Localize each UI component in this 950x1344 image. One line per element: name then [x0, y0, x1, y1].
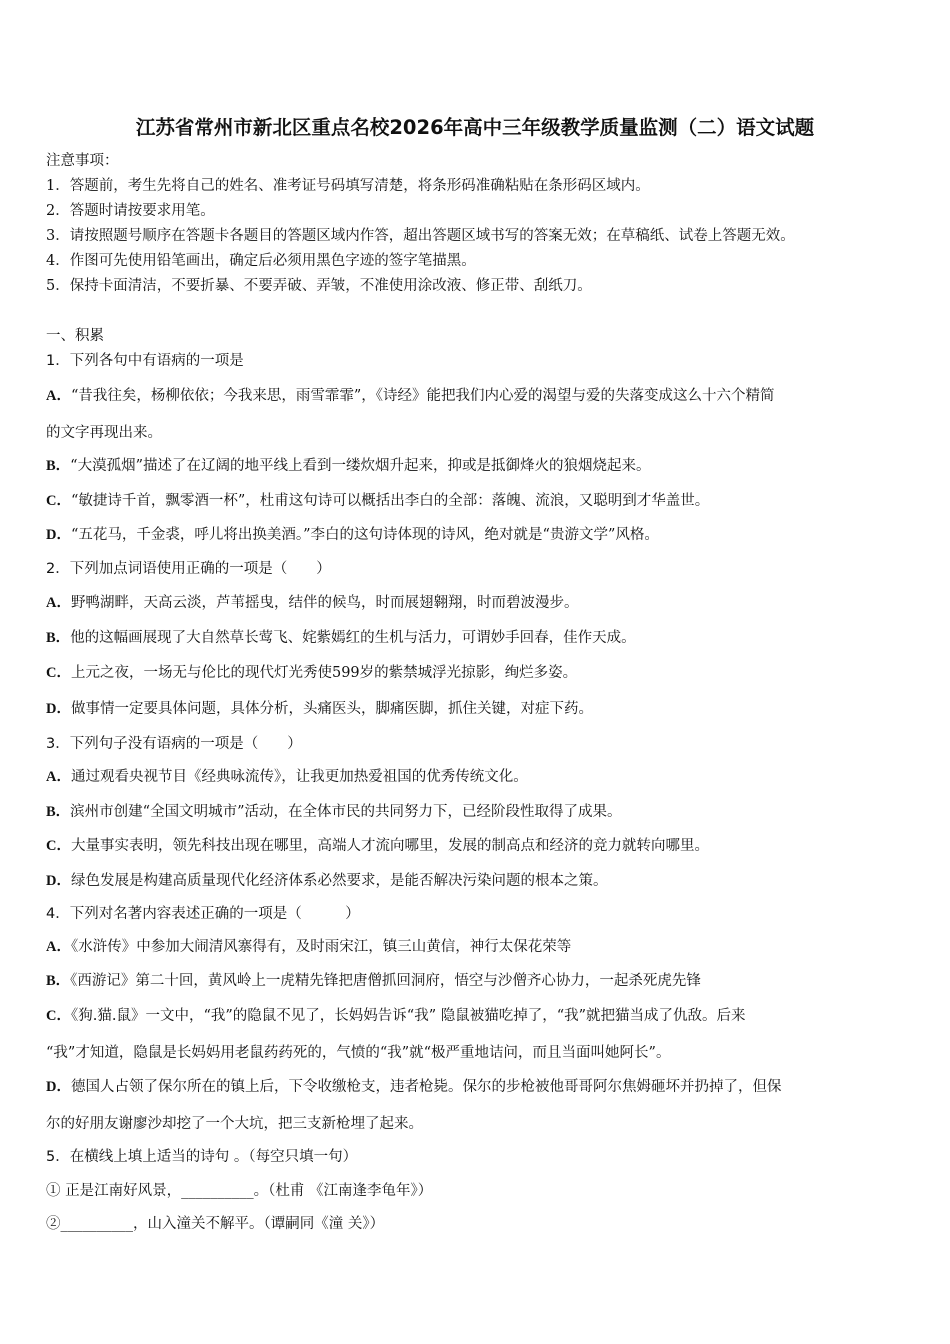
option-text: “敏捷诗千首，飘零酒一杯”，杜甫这句诗可以概括出李白的全部：落魄、流浪，又聪明到才华盖世。 [70, 493, 710, 509]
notes-item: 3．请按照题号顺序在答题卡各题目的答题区域内作答，超出答题区域书写的答案无效；在草稿纸、试卷上答题无效。 [46, 228, 795, 244]
question-stem: 5．在横线上填上适当的诗句 。（每空只填一句） [46, 1149, 358, 1165]
option-text: 上元之夜，一场无与伦比的现代灯光秀使599岁的紫禁城浮光掠影，绚烂多姿。 [70, 665, 578, 681]
fill-blank-item: ②__________，山入潼关不解平。（谭嗣同《潼 关》） [46, 1216, 385, 1232]
option-text: 德国人占领了保尔所在的镇上后，下令收缴枪支，违者枪毙。保尔的步枪被他哥哥阿尔焦姆砸坏并扔掉了，但保 [70, 1079, 782, 1095]
option-d [46, 1077, 781, 1097]
option-text: 《水浒传》中参加大闹清风寨得有，及时雨宋江，镇三山黄信，神行太保花荣等 [70, 939, 572, 955]
option-text: 滨州市创建“全国文明城市”活动，在全体市民的共同努力下，已经阶段性取得了成果。 [70, 804, 622, 820]
option-c [46, 491, 709, 511]
option-d [46, 699, 593, 719]
option-a [46, 386, 775, 406]
option-text: 通过观看央视节目《经典咏流传》，让我更加热爱祖国的优秀传统文化。 [70, 769, 528, 785]
option-text: 大量事实表明，领先科技出现在哪里，高端人才流向哪里，发展的制高点和经济的竞力就转向哪里。 [70, 838, 709, 854]
notes-item: 2．答题时请按要求用笔。 [46, 203, 215, 219]
option-b [46, 628, 636, 648]
question-stem: 2．下列加点词语使用正确的一项是（ ） [46, 561, 331, 577]
option-a [46, 767, 528, 787]
option-text: 他的这幅画展现了大自然草长莺飞、姹紫嫣红的生机与活力，可谓妙手回春，佳作天成。 [70, 630, 636, 646]
option-text: 野鸭湖畔，天高云淡，芦苇摇曳，结伴的候鸟，时而展翅翱翔，时而碧波漫步。 [70, 595, 579, 611]
option-d [46, 871, 607, 891]
option-label: B． [46, 458, 71, 474]
notes-heading: 注意事项： [46, 153, 119, 169]
option-label: A． [46, 388, 71, 404]
option-label: C． [46, 493, 71, 509]
option-label: B． [46, 630, 71, 646]
option-label: C． [46, 838, 71, 854]
option-label: D． [46, 1079, 71, 1095]
option-c [46, 836, 709, 856]
notes-item: 5．保持卡面清洁，不要折暴、不要弄破、弄皱，不准使用涂改液、修正带、刮纸刀。 [46, 278, 592, 294]
notes-item: 1．答题前，考生先将自己的姓名、准考证号码填写清楚，将条形码准确粘贴在条形码区域内。 [46, 178, 650, 194]
option-text: 《狗.猫.鼠》一文中，“我”的隐鼠不见了，长妈妈告诉“我” 隐鼠被猫吃掉了，“我”就把猫当成了仇敌。后来 [70, 1008, 746, 1024]
option-text: 绿色发展是构建高质量现代化经济体系必然要求，是能否解决污染问题的根本之策。 [70, 873, 608, 889]
option-label: A． [46, 595, 71, 611]
option-label: C． [46, 665, 71, 681]
option-text: 《西游记》第二十回，黄风岭上一虎精先锋把唐僧抓回洞府，悟空与沙僧齐心协力，一起杀死虎先锋 [70, 973, 701, 989]
question-stem: 1．下列各句中有语病的一项是 [46, 353, 244, 369]
fill-blank-item: ① 正是江南好风景，__________。（杜甫 《江南逢李龟年》） [46, 1183, 433, 1199]
option-text-continued: 尔的好朋友谢廖沙却挖了一个大坑，把三支新枪埋了起来。 [46, 1116, 423, 1132]
option-text: 做事情一定要具体问题，具体分析，头痛医头，脚痛医脚，抓住关键，对症下药。 [70, 701, 593, 717]
option-b [46, 971, 701, 991]
option-text: “五花马，千金裘，呼儿将出换美酒。”李白的这句诗体现的诗风，绝对就是“贵游文学”风格。 [70, 527, 659, 543]
option-label: B． [46, 973, 71, 989]
option-label: B． [46, 804, 71, 820]
option-c [46, 1006, 746, 1026]
question-stem: 3．下列句子没有语病的一项是（ ） [46, 736, 302, 752]
option-label: C． [46, 1008, 71, 1024]
option-label: D． [46, 701, 71, 717]
option-a [46, 937, 571, 957]
option-text: “大漠孤烟”描述了在辽阔的地平线上看到一缕炊烟升起来，抑或是抵御烽火的狼烟烧起来。 [70, 458, 651, 474]
option-label: D． [46, 527, 71, 543]
option-label: A． [46, 769, 71, 785]
option-b [46, 802, 622, 822]
option-c [46, 663, 577, 683]
option-label: D． [46, 873, 71, 889]
section-heading: 一、积累 [46, 328, 104, 344]
question-stem: 4．下列对名著内容表述正确的一项是（ ） [46, 906, 360, 922]
notes-item: 4．作图可先使用铅笔画出，确定后必须用黑色字迹的签字笔描黑。 [46, 253, 476, 269]
option-text-continued: “我”才知道，隐鼠是长妈妈用老鼠药药死的，气愤的“我”就“极严重地诘问，而且当面叫她阿长”。 [46, 1045, 671, 1061]
page-title: 江苏省常州市新北区重点名校2026年高中三年级教学质量监测（二）语文试题 [135, 116, 815, 139]
option-text-continued: 的文字再现出来。 [46, 425, 162, 441]
option-label: A． [46, 939, 71, 955]
option-a [46, 593, 578, 613]
option-text: “昔我往矣，杨柳依依；今我来思，雨雪霏霏”，《诗经》能把我们内心爱的渴望与爱的失落变成这么十六个精简 [70, 388, 775, 404]
option-b [46, 456, 651, 476]
option-d [46, 525, 659, 545]
